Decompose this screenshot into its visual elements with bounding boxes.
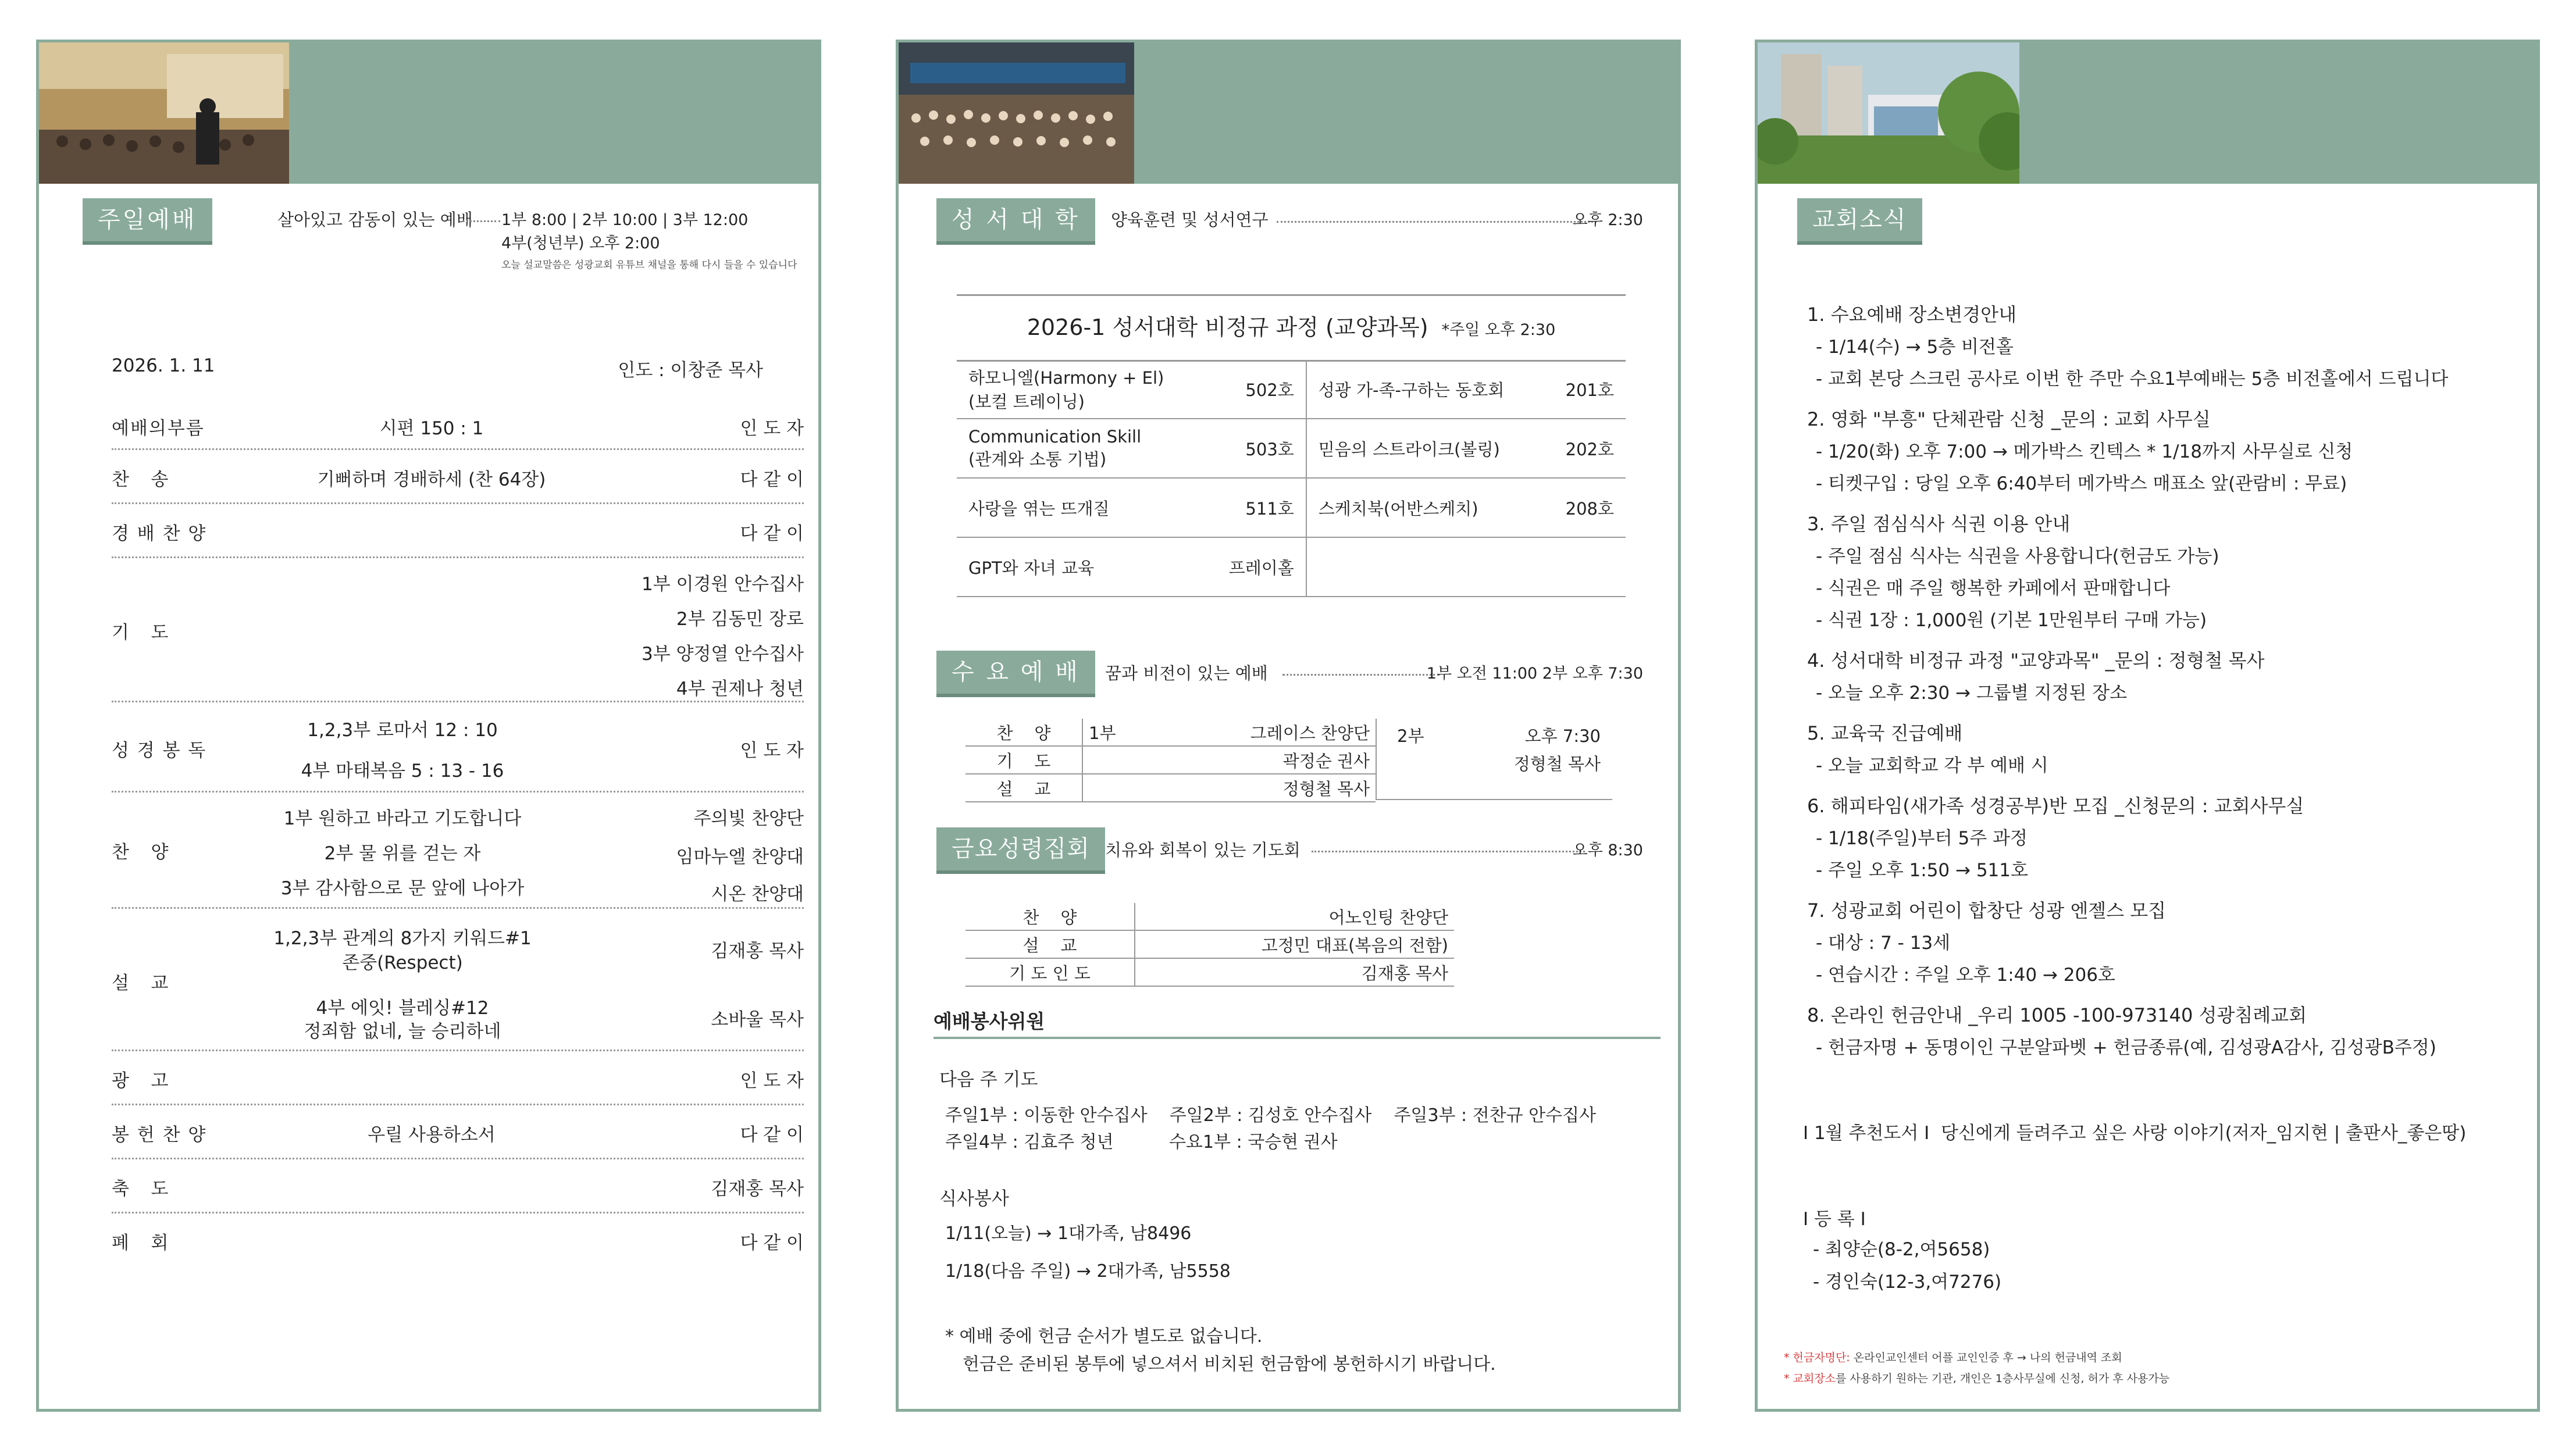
order-person: 인 도 자	[740, 418, 804, 439]
order-label: 기 도	[112, 622, 170, 643]
order-label: 찬 양	[112, 842, 170, 863]
panel-church-news	[1755, 40, 2540, 1412]
course-room: 503호	[1205, 419, 1306, 478]
news-item-title: 5. 교육국 진급예배	[1807, 722, 1963, 744]
order-row-reading	[112, 701, 804, 793]
course-room: 201호	[1544, 360, 1626, 419]
wed-person: 그레이스 찬양단	[1130, 719, 1376, 746]
course-row	[957, 419, 1626, 478]
reading-1: 1,2,3부 로마서 12 : 10	[307, 720, 498, 741]
course-note: *주일 오후 2:30	[1441, 321, 1556, 339]
friday-row	[965, 958, 1454, 986]
order-content: 우릴 사용하소서	[368, 1125, 496, 1145]
course-room: 프레이홀	[1205, 537, 1306, 597]
section-subtitle: 양육훈련 및 성서연구	[1111, 210, 1269, 230]
order-row-offering	[112, 1104, 804, 1159]
order-label: 폐 회	[112, 1233, 170, 1254]
course-row	[957, 537, 1626, 597]
service-leader: 인도 : 이창준 목사	[618, 360, 763, 381]
wednesday-row	[965, 719, 1376, 746]
course-name: 믿음의 스트라이크(볼링)	[1306, 419, 1544, 478]
footnote-1	[1784, 1349, 2122, 1365]
news-item-line: - 주일 점심 식사는 식권을 사용합니다(헌금도 가능)	[1816, 546, 2219, 567]
footnote-1-text: 온라인교인센터 어플 교인인증 후 → 나의 헌금내역 조회	[1850, 1351, 2122, 1364]
meal-line-2: 1/18(다음 주일) → 2대가족, 남5558	[945, 1261, 1231, 1282]
news-item-line: - 식권은 매 주일 행복한 카페에서 판매합니다	[1816, 578, 2171, 599]
offering-note-1: * 예배 중에 헌금 순서가 별도로 없습니다.	[945, 1326, 1263, 1347]
dotted-leader	[1277, 221, 1597, 223]
sermon-1-title: 1,2,3부 관계의 8가지 키워드#1	[273, 928, 532, 949]
order-label: 광 고	[112, 1070, 170, 1091]
wed-person: 곽정순 권사	[1130, 746, 1376, 774]
course-name: Communication Skill (관계와 소통 기법)	[957, 419, 1205, 478]
order-label: 축 도	[112, 1179, 170, 1200]
course-name	[1306, 537, 1544, 597]
course-name: 성광 가-족-구하는 동호회	[1306, 360, 1544, 419]
news-item-line: - 1/14(수) → 5층 비전홀	[1816, 337, 2014, 358]
order-row-choir	[112, 791, 804, 909]
order-label: 예배의부름	[112, 418, 205, 439]
meal-title: 식사봉사	[939, 1188, 1009, 1209]
footnote-1-label: * 헌금자명단:	[1784, 1351, 1850, 1364]
wednesday-row	[965, 774, 1376, 802]
fri-role: 설 교	[965, 930, 1135, 958]
order-person: 인 도 자	[740, 1070, 804, 1091]
service-times-youth: 4부(청년부) 오후 2:00	[501, 234, 660, 252]
reading-2: 4부 마태복음 5 : 13 - 16	[301, 761, 504, 781]
panel-header	[899, 42, 1678, 184]
wednesday-table	[965, 719, 1611, 803]
section-badge-bible: 성 서 대 학	[936, 198, 1095, 245]
section-badge-friday: 금요성령집회	[936, 827, 1105, 874]
meal-line-1: 1/11(오늘) → 1대가족, 남8496	[945, 1223, 1192, 1244]
course-row	[957, 478, 1626, 537]
order-label: 설 교	[112, 973, 170, 994]
wed-part	[1082, 746, 1130, 774]
order-content: 시편 150 : 1	[379, 418, 484, 439]
order-content: 기뻐하며 경배하세 (찬 64장)	[317, 469, 546, 490]
order-person: 다 같 이	[740, 469, 804, 490]
registration-2: - 경인숙(12-3,여7276)	[1813, 1272, 2002, 1293]
service-date: 2026. 1. 11	[112, 355, 215, 376]
news-item-title: 3. 주일 점심식사 식권 이용 안내	[1807, 513, 2071, 535]
section-badge-wednesday: 수 요 예 배	[936, 651, 1095, 697]
prayer-1: 1부 이경원 안수집사	[642, 574, 804, 595]
choir-2: 2부 물 위를 걷는 자	[324, 843, 481, 864]
order-person: 다 같 이	[740, 1233, 804, 1254]
news-item-title: 2. 영화 "부흥" 단체관람 신청 _문의 : 교회 사무실	[1807, 408, 2211, 430]
order-label: 성 경 봉 독	[112, 740, 207, 761]
choir-1: 1부 원하고 바라고 기도합니다	[283, 808, 522, 829]
next-prayer-line-2: 주일4부 : 김효주 청년 수요1부 : 국승현 권사	[945, 1132, 1338, 1152]
news-item-line: - 티켓구입 : 당일 오후 6:40부터 메가박스 매표소 앞(관람비 : 무료)	[1816, 473, 2347, 494]
wed-2-time: 오후 7:30	[1524, 726, 1601, 746]
wed-role: 기 도	[965, 746, 1082, 774]
news-item-line: - 1/20(화) 오후 7:00 → 메가박스 킨텍스 * 1/18까지 사무실로 신청	[1816, 441, 2353, 462]
sermon-2-title: 4부 에잇! 블레싱#12	[316, 998, 489, 1019]
order-row-sermon	[112, 907, 804, 1051]
course-row	[957, 360, 1626, 419]
section-subtitle: 살아있고 감동이 있는 예배	[277, 210, 473, 230]
choir-1-team: 주의빛 찬양단	[693, 808, 804, 829]
order-row-close	[112, 1212, 804, 1266]
course-room: 502호	[1205, 360, 1306, 419]
course-room	[1544, 537, 1626, 597]
church-building-photo	[1758, 42, 2019, 184]
committee-title: 예배봉사위원	[934, 1010, 1045, 1033]
course-name: 사랑을 엮는 뜨개질	[957, 478, 1205, 537]
fri-person: 고정민 대표(복음의 전함)	[1135, 930, 1454, 958]
section-time: 오후 2:30	[1572, 211, 1643, 229]
choir-3: 3부 감사함으로 문 앞에 나아가	[280, 878, 525, 899]
next-prayer-line-1: 주일1부 : 이동한 안수집사 주일2부 : 김성호 안수집사 주일3부 : 전찬규 안수집사	[945, 1105, 1597, 1126]
section-badge-news: 교회소식	[1797, 198, 1922, 245]
friday-row	[965, 930, 1454, 958]
friday-row	[965, 903, 1454, 930]
footnote-2-text: 를 사용하기 원하는 기관, 개인은 1층사무실에 신청, 허가 후 사용가능	[1835, 1372, 2170, 1385]
section-time: 1부 오전 11:00 2부 오후 7:30	[1426, 665, 1643, 683]
service-times: 1부 8:00 | 2부 10:00 | 3부 12:00	[501, 211, 749, 229]
order-row-call	[112, 402, 804, 450]
group-photo	[899, 42, 1134, 184]
news-item-title: 1. 수요예배 장소변경안내	[1807, 304, 2016, 326]
committee-rule	[934, 1037, 1661, 1039]
offering-note-2: 헌금은 준비된 봉투에 넣으셔서 비치된 헌금함에 봉헌하시기 바랍니다.	[963, 1354, 1496, 1375]
fri-role: 찬 양	[965, 903, 1135, 930]
worship-photo	[39, 42, 289, 184]
wednesday-row	[965, 746, 1376, 774]
section-subtitle: 꿈과 비전이 있는 예배	[1105, 663, 1268, 683]
order-row-benediction	[112, 1158, 804, 1213]
dotted-leader	[1282, 674, 1440, 676]
course-title-box	[957, 294, 1626, 362]
wed-2-pastor: 정형철 목사	[1513, 754, 1601, 774]
section-time: 오후 8:30	[1572, 841, 1643, 859]
section-subtitle: 치유와 회복이 있는 기도회	[1105, 840, 1301, 860]
news-item-title: 4. 성서대학 비정규 과정 "교양과목" _문의 : 정형철 목사	[1807, 649, 2265, 672]
order-row-praise	[112, 502, 804, 558]
fri-role: 기 도 인 도	[965, 958, 1135, 986]
dotted-leader	[462, 220, 500, 222]
course-name: 하모니엘(Harmony + El) (보컬 트레이닝)	[957, 360, 1205, 419]
order-label: 찬 송	[112, 469, 170, 490]
course-table	[957, 360, 1626, 597]
wednesday-part2	[1376, 719, 1612, 800]
footnote-2-label: * 교회장소	[1784, 1372, 1836, 1385]
news-item-title: 6. 해피타임(새가족 성경공부)반 모집 _신청문의 : 교회사무실	[1807, 795, 2304, 817]
order-label: 봉 헌 찬 양	[112, 1125, 207, 1145]
wed-person: 정형철 목사	[1130, 774, 1376, 802]
course-name: 스케치북(어반스케치)	[1306, 478, 1544, 537]
order-person: 다 같 이	[740, 1125, 804, 1145]
news-item-line: - 주일 오후 1:50 → 511호	[1816, 860, 2028, 881]
prayer-2: 2부 김동민 장로	[676, 609, 804, 630]
course-name: GPT와 자녀 교육	[957, 537, 1205, 597]
sermon-2-pastor: 소바울 목사	[711, 1009, 804, 1030]
news-item-line: - 연습시간 : 주일 오후 1:40 → 206호	[1816, 965, 2115, 986]
order-row-announce	[112, 1050, 804, 1105]
prayer-3: 3부 양정열 안수집사	[642, 644, 804, 665]
course-room: 202호	[1544, 419, 1626, 478]
friday-table	[965, 903, 1454, 987]
footnote-2	[1784, 1370, 2169, 1386]
news-item-line: - 오늘 교회학교 각 부 예배 시	[1816, 755, 2048, 776]
order-row-hymn	[112, 448, 804, 504]
wed-role: 설 교	[965, 774, 1082, 802]
course-title: 2026-1 성서대학 비정규 과정 (교양과목)	[1027, 315, 1428, 340]
recommended-book: I 1월 추천도서 I 당신에게 들려주고 싶은 사랑 이야기(저자_임지현 | 출판사_좋은땅)	[1803, 1123, 2467, 1144]
news-item-line: - 대상 : 7 - 13세	[1816, 933, 1951, 954]
section-badge-sunday: 주일예배	[83, 198, 212, 245]
order-row-prayer	[112, 556, 804, 702]
next-prayer-title: 다음 주 기도	[939, 1069, 1038, 1090]
sermon-2-sub: 정죄함 없네, 늘 승리하네	[304, 1021, 501, 1042]
fri-person: 어노인팅 찬양단	[1135, 903, 1454, 930]
news-item-line: - 교회 본당 스크린 공사로 이번 한 주만 수요1부예배는 5층 비전홀에서 드립니다	[1816, 369, 2449, 390]
choir-2-team: 임마누엘 찬양대	[676, 847, 804, 868]
wed-part: 1부	[1082, 719, 1130, 746]
panel-header	[39, 42, 818, 184]
youtube-notice: 오늘 설교말씀은 성광교회 유튜브 채널을 통해 다시 들을 수 있습니다	[501, 259, 797, 271]
news-item-title: 7. 성광교회 어린이 합창단 성광 엔젤스 모집	[1807, 900, 2167, 922]
news-item-line: - 식권 1장 : 1,000원 (기본 1만원부터 구매 가능)	[1816, 610, 2207, 631]
course-room: 511호	[1205, 478, 1306, 537]
order-label: 경 배 찬 양	[112, 523, 207, 544]
order-person: 인 도 자	[740, 740, 804, 761]
panel-sunday-worship	[36, 40, 821, 1412]
wed-2-label: 2부	[1397, 726, 1424, 746]
fri-person: 김재홍 목사	[1135, 958, 1454, 986]
news-item-line: - 헌금자명 + 동명이인 구분알파벳 + 헌금종류(예, 김성광A감사, 김성광B주정)	[1816, 1037, 2436, 1058]
sermon-1-sub: 존중(Respect)	[342, 952, 463, 973]
course-room: 208호	[1544, 478, 1626, 537]
news-item-title: 8. 온라인 헌금안내 _우리 1005 -100-973140 성광침례교회	[1807, 1004, 2307, 1026]
order-person: 다 같 이	[740, 523, 804, 544]
panel-bible-college	[896, 40, 1681, 1412]
wednesday-grid	[965, 719, 1376, 802]
news-item-line: - 1/18(주일)부터 5주 과정	[1816, 828, 2028, 849]
sermon-1-pastor: 김재홍 목사	[711, 941, 804, 962]
dotted-leader	[1312, 851, 1585, 852]
registration-1: - 최양순(8-2,여5658)	[1813, 1239, 1990, 1260]
panel-header	[1758, 42, 2537, 184]
wed-role: 찬 양	[965, 719, 1082, 746]
choir-3-team: 시온 찬양대	[711, 884, 804, 905]
prayer-4: 4부 권제나 청년	[676, 679, 804, 699]
wednesday-part1	[965, 719, 1376, 802]
news-item-line: - 오늘 오후 2:30 → 그룹별 지정된 장소	[1816, 683, 2128, 704]
order-person: 김재홍 목사	[711, 1179, 804, 1200]
wed-part	[1082, 774, 1130, 802]
registration-title: I 등 록 I	[1803, 1209, 1866, 1230]
